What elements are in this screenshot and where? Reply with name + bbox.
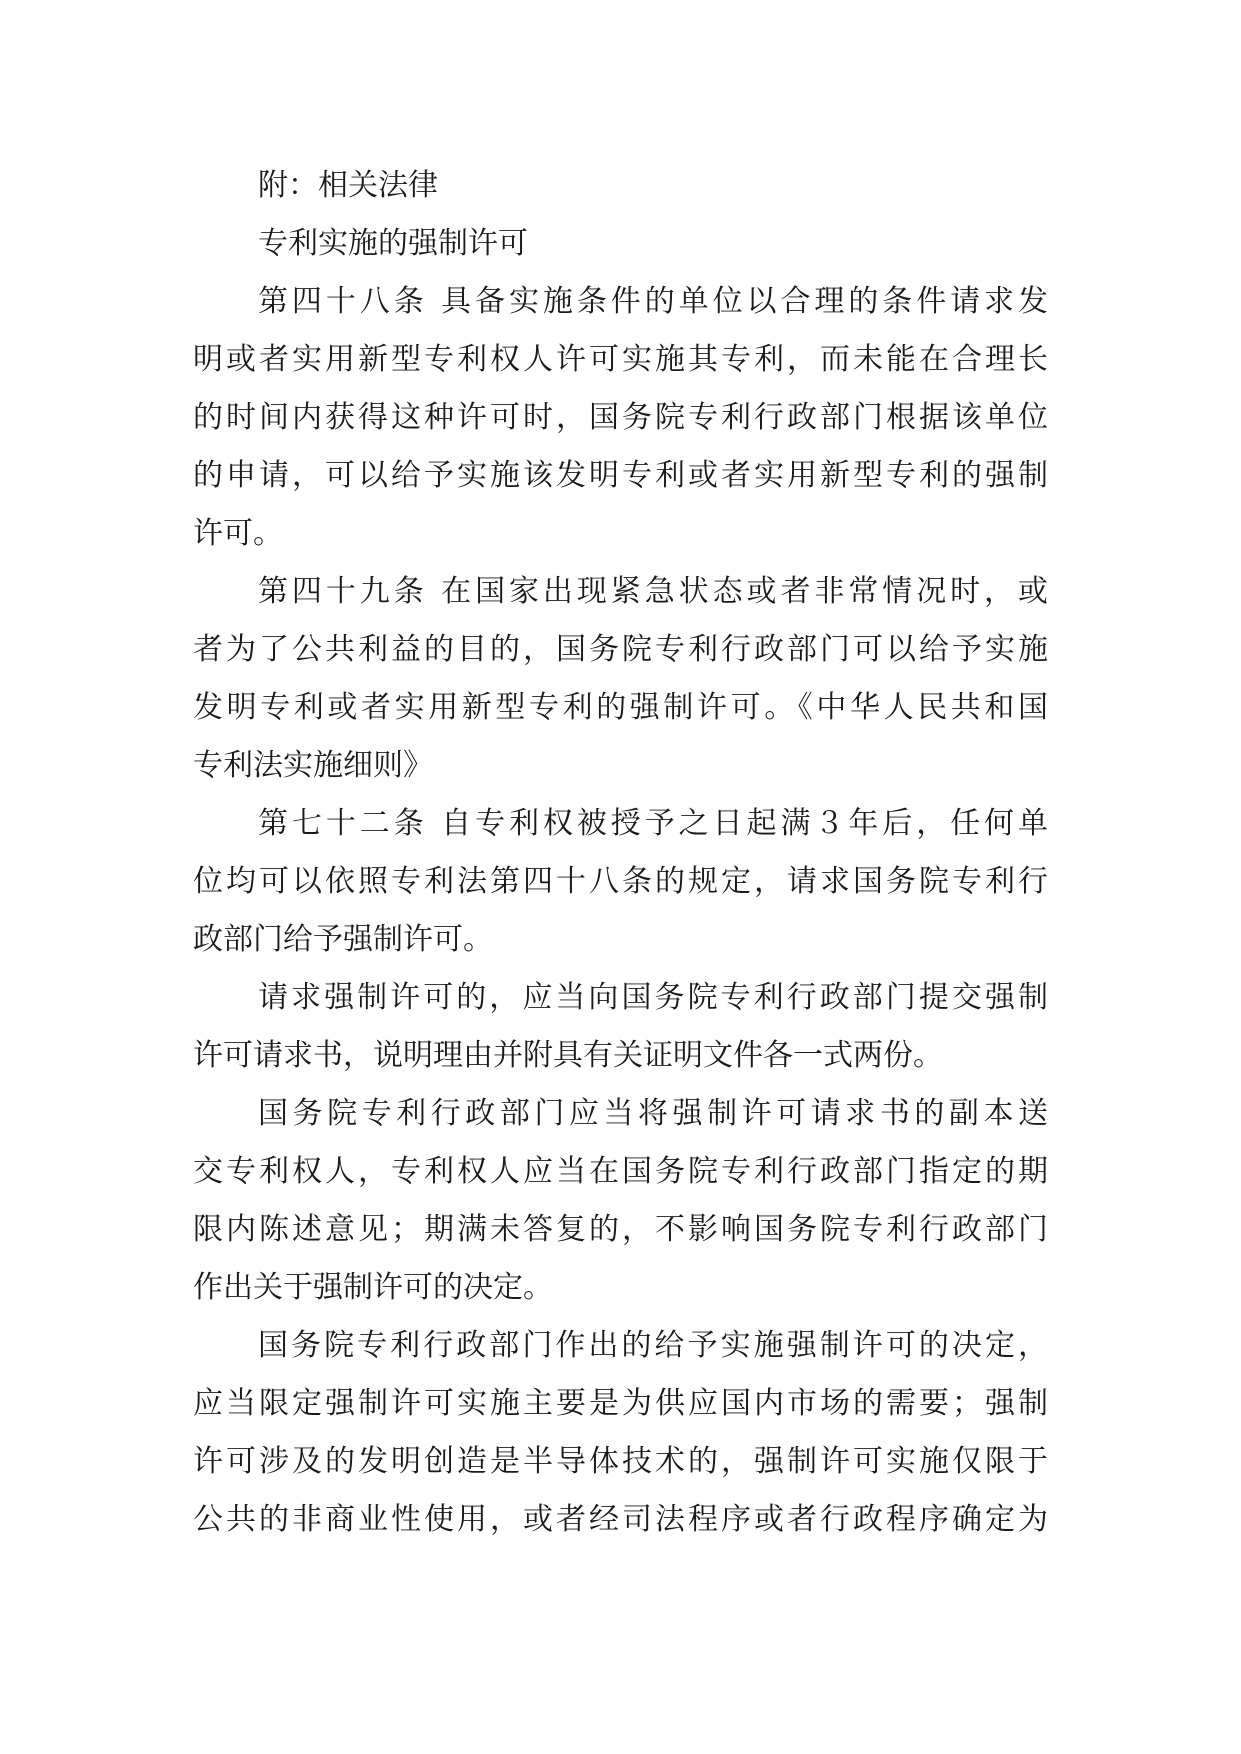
text-line: 者为了公共利益的目的，国务院专利行政部门可以给予实施 — [193, 632, 1048, 667]
text-line: 政部门给予强制许可。 — [193, 922, 493, 957]
text-line: 明或者实用新型专利权人许可实施其专利，而未能在合理长 — [193, 342, 1048, 377]
text-line: 国务院专利行政部门应当将强制许可请求书的副本送 — [258, 1096, 1048, 1131]
text-line: 第七十二条 自专利权被授予之日起满３年后，任何单 — [258, 806, 1048, 841]
text-line: 许可请求书，说明理由并附具有关证明文件各一式两份。 — [193, 1038, 943, 1073]
text-line: 第四十九条 在国家出现紧急状态或者非常情况时，或 — [258, 574, 1048, 609]
text-line: 交专利权人，专利权人应当在国务院专利行政部门指定的期 — [193, 1154, 1048, 1189]
text-line: 应当限定强制许可实施主要是为供应国内市场的需要；强制 — [193, 1386, 1048, 1421]
text-line: 请求强制许可的，应当向国务院专利行政部门提交强制 — [258, 980, 1048, 1015]
text-line: 的申请，可以给予实施该发明专利或者实用新型专利的强制 — [193, 458, 1048, 493]
text-line: 许可涉及的发明创造是半导体技术的，强制许可实施仅限于 — [193, 1444, 1048, 1479]
text-line: 第四十八条 具备实施条件的单位以合理的条件请求发 — [258, 284, 1048, 319]
text-line: 专利法实施细则》 — [193, 748, 433, 783]
heading-appendix: 附：相关法律 — [258, 168, 438, 203]
text-line: 位均可以依照专利法第四十八条的规定，请求国务院专利行 — [193, 864, 1048, 899]
text-line: 的时间内获得这种许可时，国务院专利行政部门根据该单位 — [193, 400, 1048, 435]
text-line: 许可。 — [193, 516, 283, 551]
text-line: 发明专利或者实用新型专利的强制许可。《中华人民共和国 — [193, 690, 1048, 725]
section-title: 专利实施的强制许可 — [258, 226, 528, 261]
text-line: 国务院专利行政部门作出的给予实施强制许可的决定， — [258, 1328, 1048, 1363]
text-line: 作出关于强制许可的决定。 — [193, 1270, 553, 1305]
text-line: 公共的非商业性使用，或者经司法程序或者行政程序确定为 — [193, 1502, 1048, 1537]
text-line: 限内陈述意见；期满未答复的，不影响国务院专利行政部门 — [193, 1212, 1048, 1247]
